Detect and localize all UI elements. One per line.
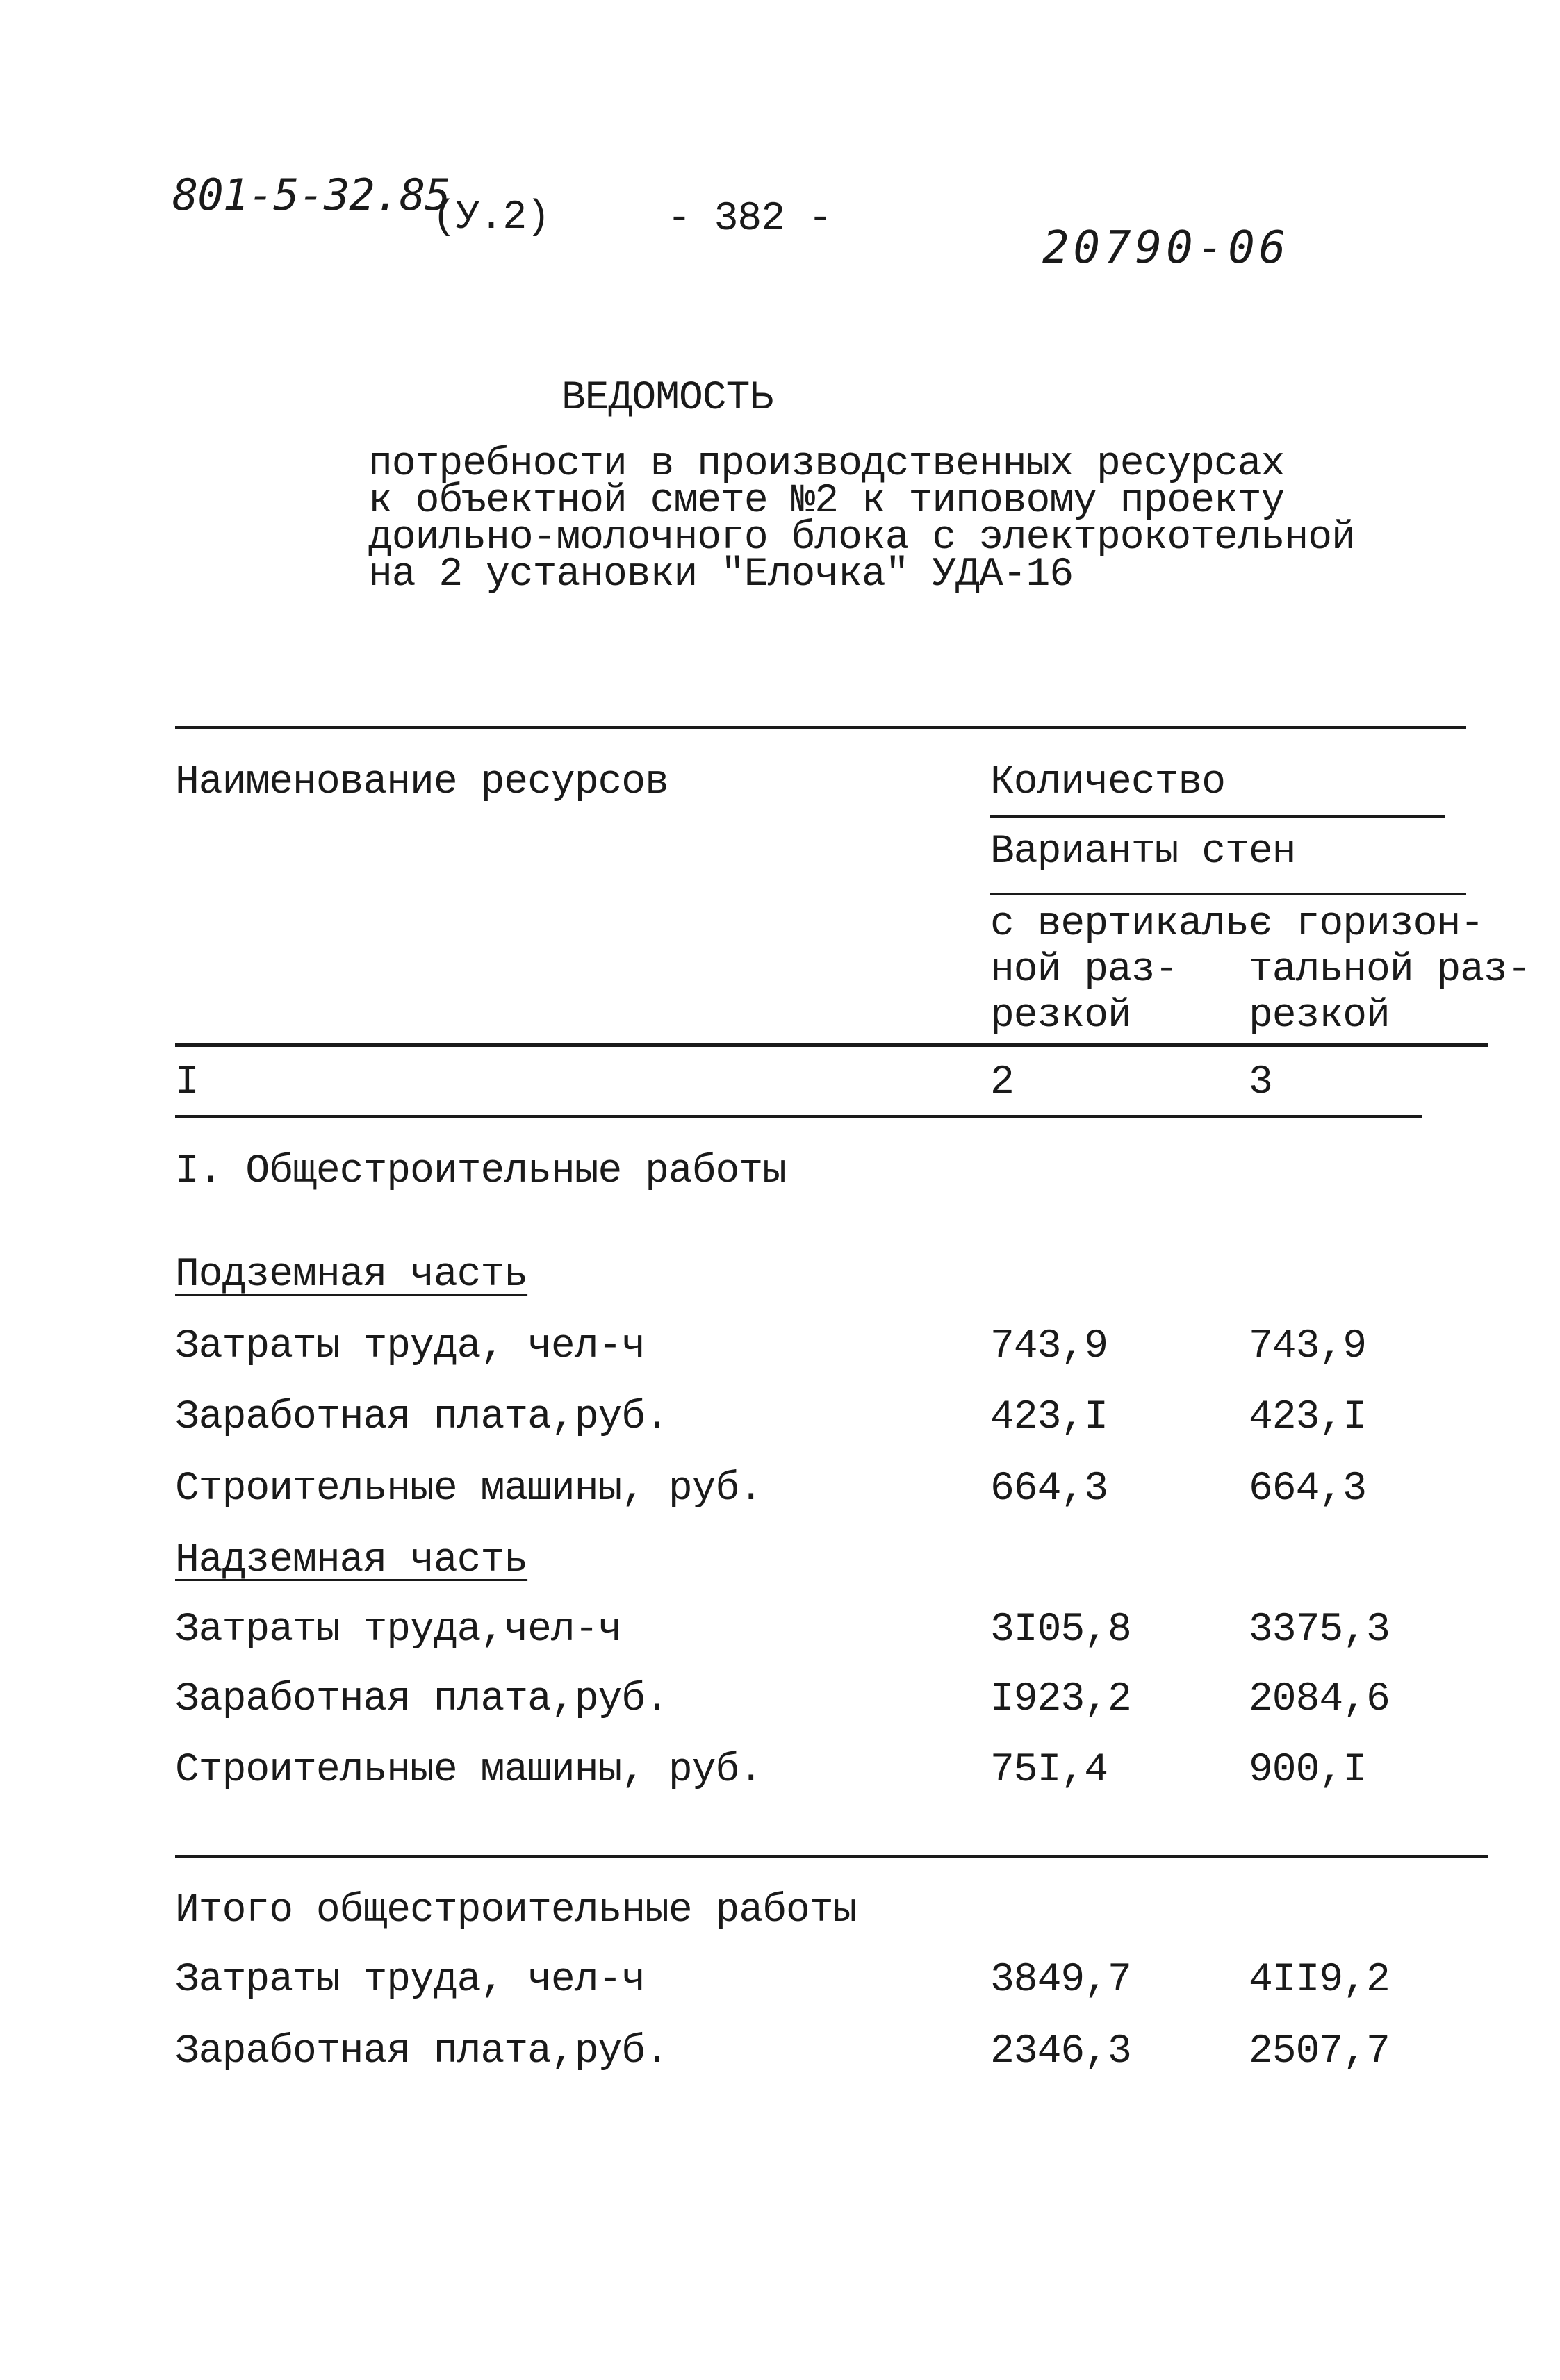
row-value-vertical: 75I,4: [990, 1748, 1108, 1793]
row-value-vertical: I923,2: [990, 1677, 1131, 1722]
row-name: Затраты труда, чел-ч: [175, 1324, 646, 1369]
row-value-horizontal: 743,9: [1249, 1324, 1367, 1369]
row-value-vertical: 2346,3: [990, 2029, 1131, 2074]
group-title-underground: Подземная часть: [175, 1253, 528, 1298]
archive-number: 20790-06: [1042, 222, 1290, 274]
row-name: Заработная плата,руб.: [175, 1395, 668, 1440]
row-value-horizontal: 4II9,2: [1249, 1958, 1390, 2003]
header-quantity: Количество: [990, 760, 1226, 805]
subtitle-line: потребности в производственных ресурсах: [368, 442, 1285, 487]
row-value-vertical: 3849,7: [990, 1958, 1131, 2003]
section-title: I. Общестроительные работы: [175, 1149, 786, 1194]
group-title-aboveground: Надземная часть: [175, 1538, 528, 1583]
column-number-1: I: [175, 1060, 199, 1105]
header-variant-horizontal: с горизон- тальной раз- резкой: [1249, 902, 1531, 1039]
row-name: Затраты труда, чел-ч: [175, 1958, 646, 2003]
row-name: Строительные машины, руб.: [175, 1748, 763, 1793]
document-code: 801-5-32.85: [172, 170, 450, 220]
row-name: Строительные машины, руб.: [175, 1466, 763, 1512]
row-name: Заработная плата,руб.: [175, 2029, 668, 2074]
header-variant-vertical: с вертикаль- ной раз- резкой: [990, 902, 1272, 1039]
volume-label: (У.2): [432, 195, 550, 240]
table-top-rule: [175, 726, 1466, 729]
row-value-horizontal: 2084,6: [1249, 1677, 1390, 1722]
row-value-horizontal: 664,3: [1249, 1466, 1367, 1512]
total-separator-rule: [175, 1855, 1488, 1858]
column-number-2: 2: [990, 1060, 1014, 1105]
numbering-bottom-rule: [175, 1115, 1422, 1118]
column-number-3: 3: [1249, 1060, 1272, 1105]
total-title: Итого общестроительные работы: [175, 1888, 857, 1933]
row-name: Заработная плата,руб.: [175, 1677, 668, 1722]
header-resource-name: Наименование ресурсов: [175, 760, 668, 805]
row-name: Затраты труда,чел-ч: [175, 1608, 622, 1653]
document-title: ВЕДОМОСТЬ: [561, 376, 773, 421]
header-wall-variants: Варианты стен: [990, 829, 1296, 875]
row-value-vertical: 423,I: [990, 1395, 1108, 1440]
row-value-horizontal: 900,I: [1249, 1748, 1367, 1793]
subtitle-line: к объектной смете №2 к типовому проекту: [368, 479, 1285, 524]
row-value-vertical: 3I05,8: [990, 1608, 1131, 1653]
variants-rule: [990, 893, 1466, 895]
row-value-horizontal: 3375,3: [1249, 1608, 1390, 1653]
subtitle-line: на 2 установки "Елочка" УДА-16: [368, 552, 1074, 597]
header-bottom-rule: [175, 1043, 1488, 1047]
row-value-horizontal: 423,I: [1249, 1395, 1367, 1440]
row-value-vertical: 664,3: [990, 1466, 1108, 1512]
page-number: - 382 -: [667, 197, 832, 242]
quantity-rule: [990, 815, 1445, 818]
subtitle-line: доильно-молочного блока с электрокотельной: [368, 515, 1355, 561]
row-value-vertical: 743,9: [990, 1324, 1108, 1369]
row-value-horizontal: 2507,7: [1249, 2029, 1390, 2074]
